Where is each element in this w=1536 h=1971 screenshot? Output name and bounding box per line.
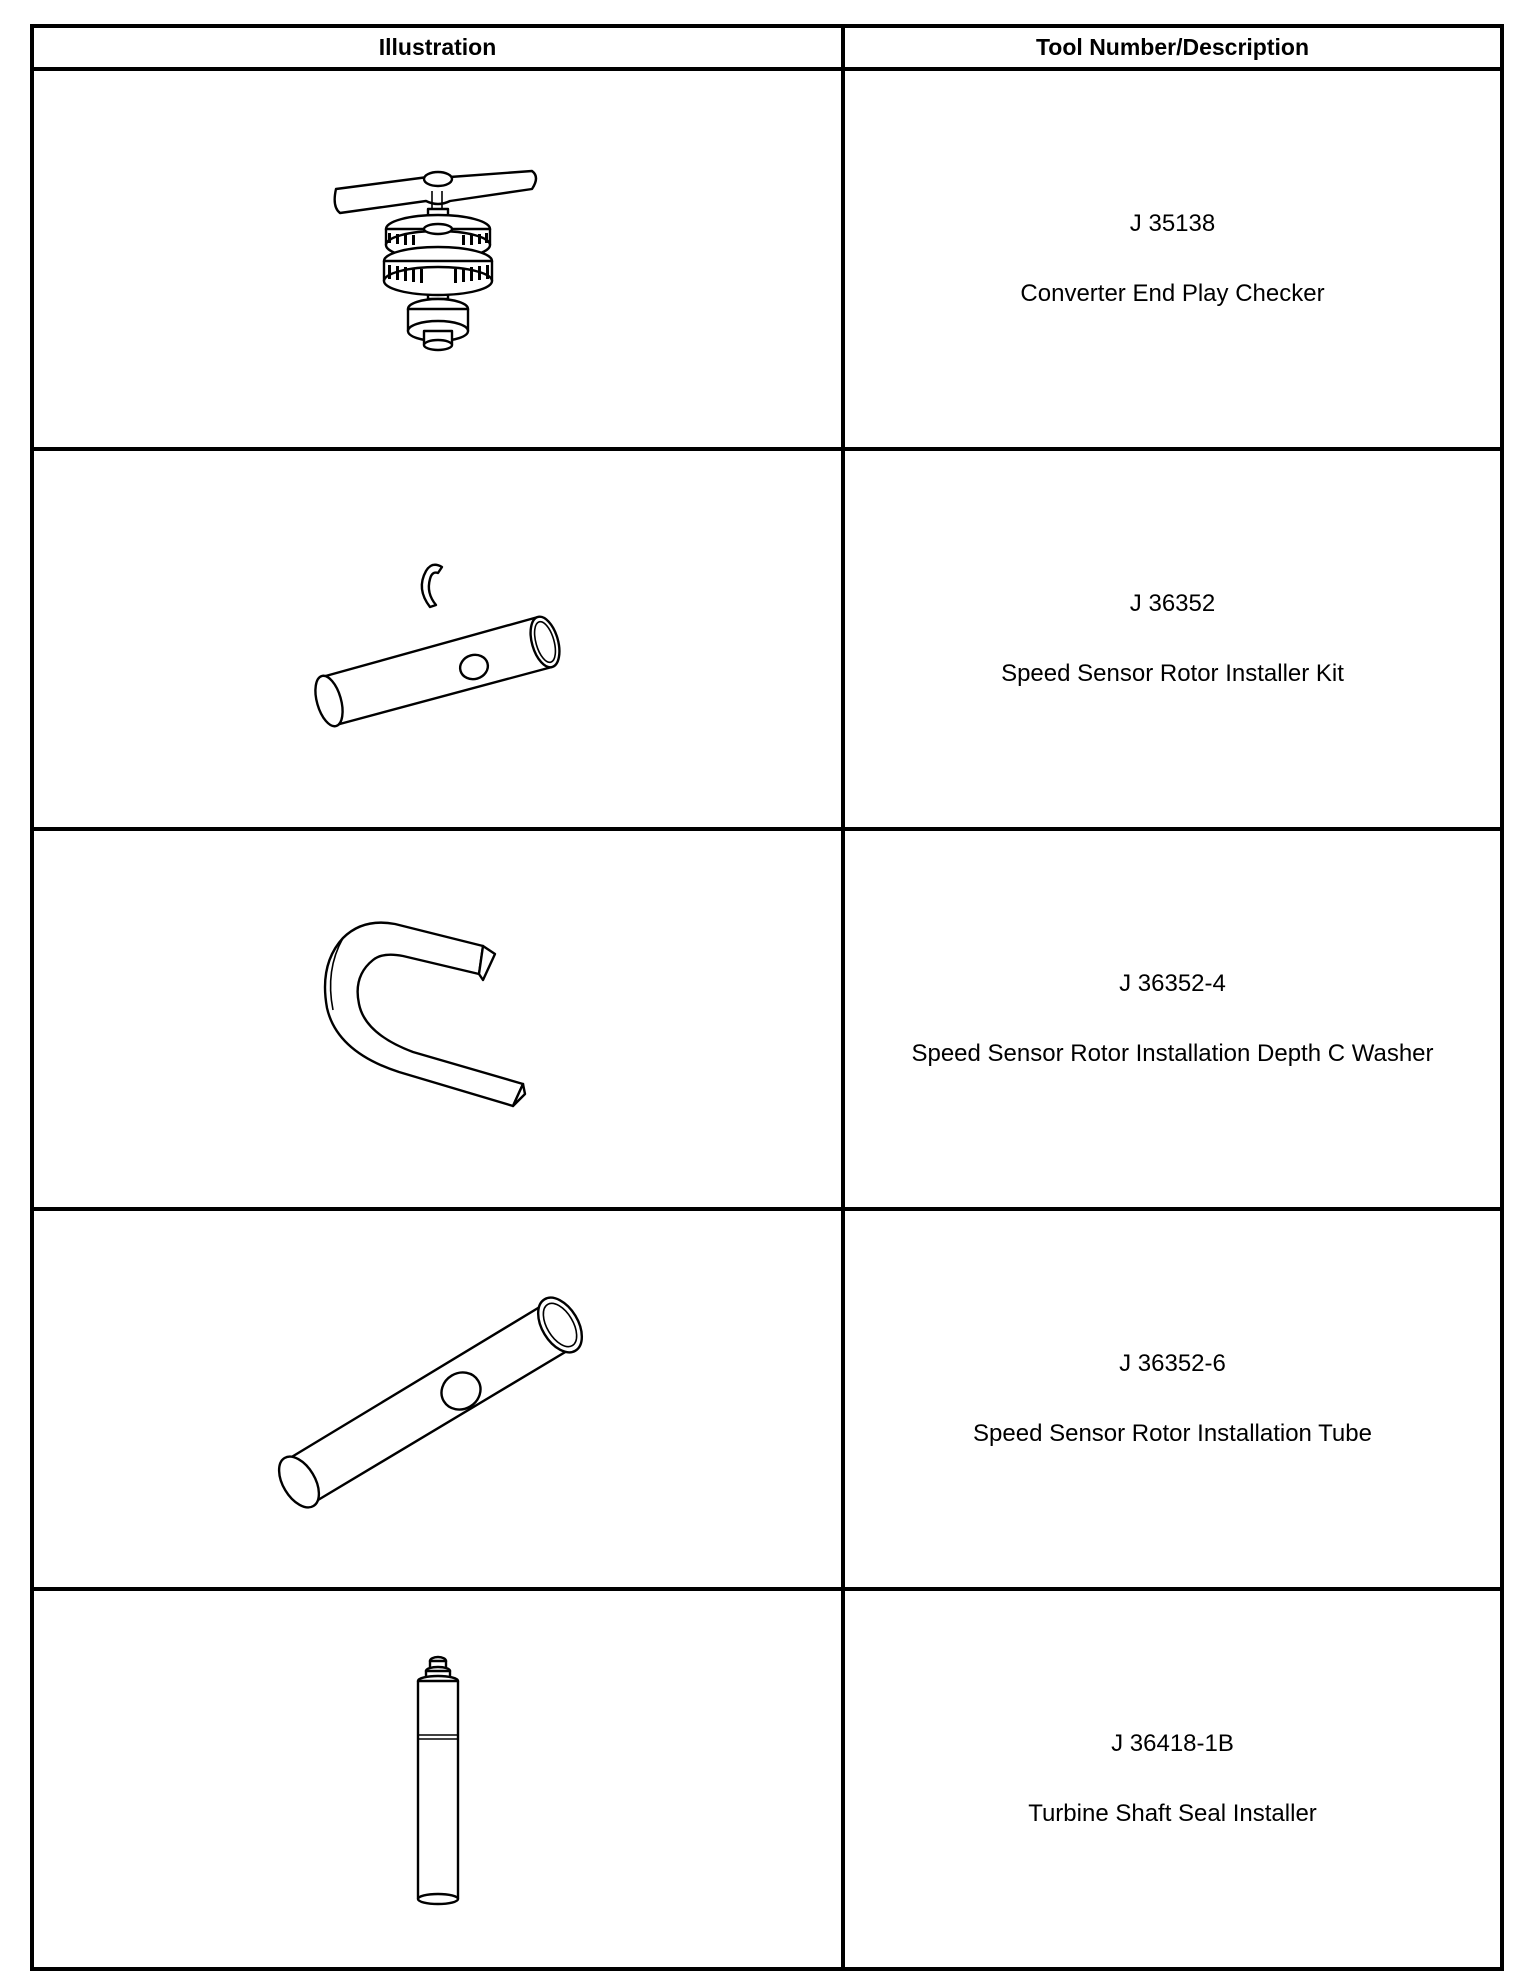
tool-description-cell	[843, 69, 1502, 449]
illustration-cell	[32, 829, 843, 1209]
tool-description: Speed Sensor Rotor Installation Tube	[973, 1420, 1372, 1447]
illustration-cell	[32, 449, 843, 829]
illustration-header: Illustration	[32, 26, 843, 69]
tool-number: J 36352	[1129, 590, 1216, 617]
illustration-cell	[32, 69, 843, 449]
table-row	[32, 449, 1502, 829]
table-row	[32, 829, 1502, 1209]
tool-description: Speed Sensor Rotor Installation Depth C Washer	[911, 1040, 1434, 1067]
table-row	[32, 69, 1502, 449]
tool-description: Speed Sensor Rotor Installer Kit	[1001, 660, 1344, 687]
tool-description: Converter End Play Checker	[1020, 280, 1325, 307]
tool-description: Turbine Shaft Seal Installer	[1028, 1800, 1317, 1827]
rotor-installer-kit-icon	[298, 549, 578, 729]
table-header-row	[32, 26, 1502, 69]
tool-number-description-header: Tool Number/Description	[843, 26, 1502, 69]
seal-installer-icon	[398, 1649, 478, 1909]
tool-number: J 35138	[1129, 210, 1216, 237]
tool-number: J 36418-1B	[1111, 1730, 1234, 1757]
table-row	[32, 1589, 1502, 1969]
tool-description-cell	[843, 1209, 1502, 1589]
installation-tube-icon	[273, 1279, 603, 1519]
illustration-cell	[32, 1209, 843, 1589]
table-row	[32, 1209, 1502, 1589]
tool-number: J 36352-4	[1119, 970, 1226, 997]
special-tools-table	[30, 24, 1504, 1971]
converter-end-play-checker-icon	[318, 149, 558, 369]
illustration-cell	[32, 1589, 843, 1969]
c-washer-icon	[303, 914, 573, 1124]
tool-description-cell	[843, 829, 1502, 1209]
tool-description-cell	[843, 1589, 1502, 1969]
tool-number: J 36352-6	[1119, 1350, 1226, 1377]
tool-description-cell	[843, 449, 1502, 829]
